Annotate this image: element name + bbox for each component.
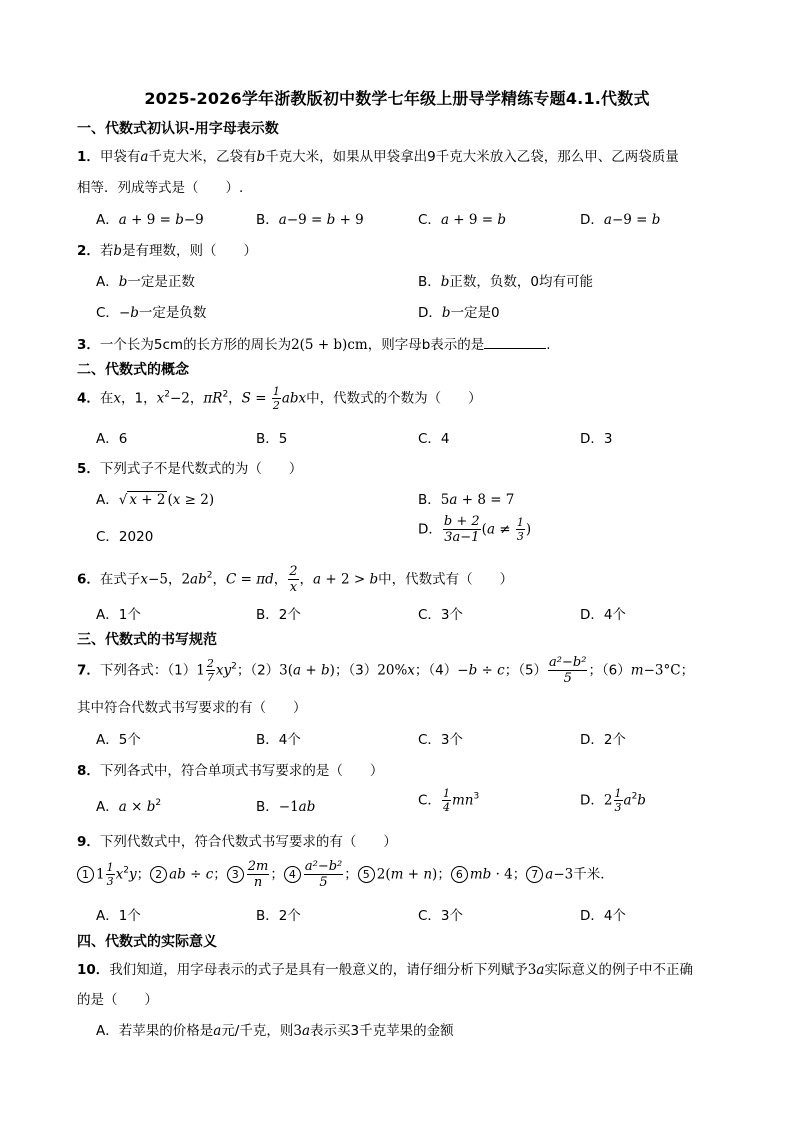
q1-option-a[interactable]: A．a + 9 = b−9 bbox=[96, 212, 204, 228]
section-heading-1: 一、代数式初认识-用字母表示数 bbox=[77, 121, 279, 137]
q10-option-a[interactable]: A．若苹果的价格是a元/千克，则3a表示买3千克苹果的金额 bbox=[96, 1023, 454, 1039]
q7-option-a[interactable]: A．5个 bbox=[96, 732, 141, 748]
question-1-line1: 1．甲袋有a千克大米，乙袋有b千克大米，如果从甲袋拿出9千克大米放入乙袋，那么甲、乙两袋质量 bbox=[77, 149, 679, 165]
q8-option-d[interactable]: D．2 $\frac{1}{3}$ $a^2b$ bbox=[580, 787, 646, 814]
question-6: 6．在式子x−5，$2ab^2$，C = πd， $\frac{2}{x}$ ，a + 2 > b中，代数式有（ ） bbox=[77, 564, 514, 595]
question-7-line2: 其中符合代数式书写要求的有（ ） bbox=[77, 700, 307, 716]
question-10-line2: 的是（ ） bbox=[77, 992, 158, 1008]
section-heading-4: 四、代数式的实际意义 bbox=[77, 934, 217, 950]
q2-option-b[interactable]: B．b正数，负数，0均有可能 bbox=[418, 274, 594, 290]
answer-blank[interactable] bbox=[484, 336, 546, 349]
q4-option-d[interactable]: D．3 bbox=[580, 431, 613, 447]
q7-option-b[interactable]: B．4个 bbox=[256, 732, 301, 748]
question-1-line2: 相等．列成等式是（ ）. bbox=[77, 180, 244, 196]
q9-option-d[interactable]: D．4个 bbox=[580, 908, 626, 924]
question-8: 8．下列各式中，符合单项式书写要求的是（ ） bbox=[77, 763, 384, 779]
q1-option-c[interactable]: C．a + 9 = b bbox=[418, 212, 507, 228]
q6-option-d[interactable]: D．4个 bbox=[580, 607, 626, 623]
q4-option-c[interactable]: C．4 bbox=[418, 431, 450, 447]
question-number: 1． bbox=[77, 149, 100, 165]
question-9: 9．下列代数式中，符合代数式书写要求的有（ ） bbox=[77, 834, 397, 850]
question-4: 4．在x，1，$x^2-2$，$\pi R^2$，S = $\frac{1}{2}$ abx中，代数式的个数为（ ） bbox=[77, 385, 482, 412]
document-title: 2025-2026学年浙教版初中数学七年级上册导学精练专题4.1.代数式 bbox=[144, 89, 650, 108]
q2-option-c[interactable]: C．−b一定是负数 bbox=[96, 305, 207, 321]
q2-option-d[interactable]: D．b一定是0 bbox=[418, 305, 500, 321]
question-3: 3．一个长为5cm的长方形的周长为2(5 + b)cm，则字母b表示的是 . bbox=[77, 337, 551, 353]
question-10-line1: 10．我们知道，用字母表示的式子是具有一般意义的，请仔细分析下列赋予3a实际意义的例子中不正确 bbox=[77, 962, 693, 978]
q8-option-a[interactable]: A．$a \times b^2$ bbox=[96, 798, 162, 815]
question-7: 7．下列各式：（1）1 $\frac{2}{7}$ $xy^2$；（2）3(a + b)；（3）20%x；（4）−b ÷ c；（5） $\frac{\text{a²−b²}}{5}$ ；（6）m−3°C； bbox=[77, 655, 695, 686]
q5-option-b[interactable]: B．5a + 8 = 7 bbox=[418, 492, 515, 508]
q6-option-b[interactable]: B．2个 bbox=[256, 607, 301, 623]
q1-option-b[interactable]: B．a−9 = b + 9 bbox=[256, 212, 364, 228]
q5-option-d[interactable]: D． $\frac{b + 2}{3a-1}$ (a ≠ $\frac{1}{3}$ ) bbox=[418, 514, 532, 545]
q6-option-c[interactable]: C．3个 bbox=[418, 607, 464, 623]
q8-option-b[interactable]: B．−1ab bbox=[256, 799, 316, 815]
q6-option-a[interactable]: A．1个 bbox=[96, 607, 141, 623]
q7-option-c[interactable]: C．3个 bbox=[418, 732, 464, 748]
q1-option-d[interactable]: D．a−9 = b bbox=[580, 212, 661, 228]
question-5: 5．下列式子不是代数式的为（ ） bbox=[77, 461, 303, 477]
fraction-one-half: $\frac{1}{2}$ bbox=[272, 385, 280, 412]
q9-option-b[interactable]: B．2个 bbox=[256, 908, 301, 924]
q5-option-a[interactable]: A．√ x + 2 (x ≥ 2) bbox=[96, 492, 215, 508]
q4-option-a[interactable]: A．6 bbox=[96, 431, 128, 447]
q4-option-b[interactable]: B．5 bbox=[256, 431, 288, 447]
section-heading-2: 二、代数式的概念 bbox=[77, 362, 189, 378]
q9-option-c[interactable]: C．3个 bbox=[418, 908, 464, 924]
q9-option-a[interactable]: A．1个 bbox=[96, 908, 141, 924]
question-9-items: 1 1 $\frac{1}{3}$ $x^2y$； 2 ab ÷ c； 3 $\frac{2m}{n}$ ； 4 $\frac{\text{a²−b²}}{5}$ ； 5 2(m + n)； 6 mb · 4； 7 a−3千米． bbox=[77, 860, 614, 889]
q8-option-c[interactable]: C． $\frac{1}{4}$ $mn^3$ bbox=[418, 787, 480, 814]
question-2: 2．若b是有理数，则（ ） bbox=[77, 243, 258, 259]
q5-option-c[interactable]: C．2020 bbox=[96, 529, 154, 545]
section-heading-3: 三、代数式的书写规范 bbox=[77, 632, 217, 648]
q2-option-a[interactable]: A．b一定是正数 bbox=[96, 274, 195, 290]
q7-option-d[interactable]: D．2个 bbox=[580, 732, 626, 748]
